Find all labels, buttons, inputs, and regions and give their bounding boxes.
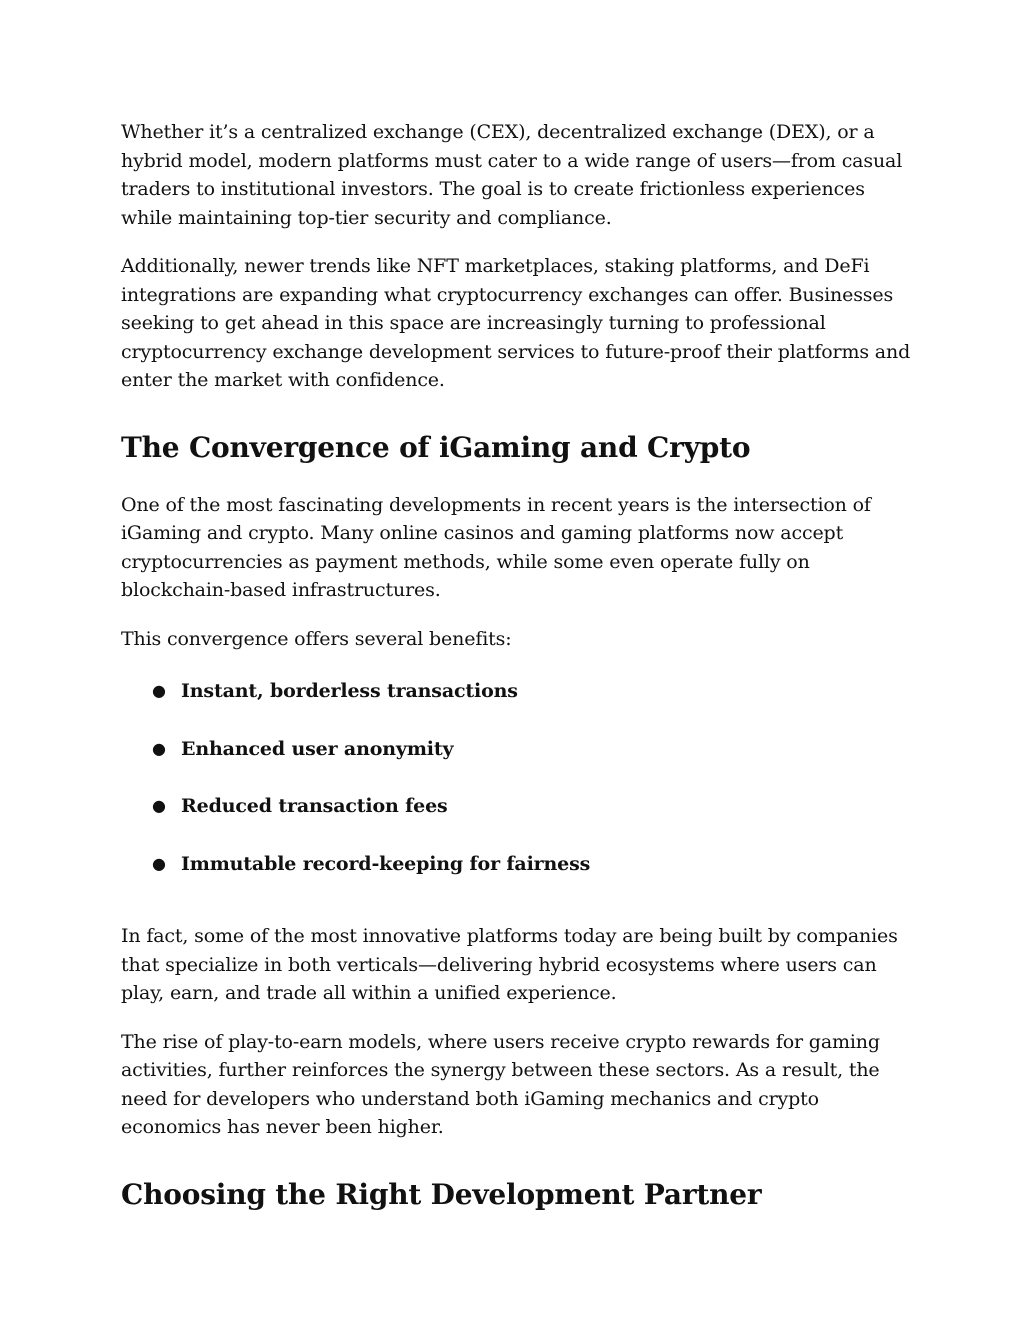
heading-development-partner: Choosing the Right Development Partner bbox=[121, 1177, 762, 1211]
bullet-icon: ● bbox=[152, 853, 166, 873]
bullet-icon: ● bbox=[152, 796, 166, 815]
benefits-list bbox=[121, 677, 911, 878]
list-item-text: Instant, borderless transactions bbox=[181, 680, 518, 702]
paragraph-play-to-earn: The rise of play-to-earn models, where users receive crypto rewards for gaming activities, further reinforces the synergy between these sectors. As a result, the need for developers who understand both iGaming mechanics and crypto economics has never been higher. bbox=[121, 1030, 880, 1138]
paragraph-innovative-platforms: In fact, some of the most innovative platforms today are being built by companies that specialize in both verticals—delivering hybrid ecosystems where users can play, earn, and trade all within a unified experience. bbox=[121, 925, 898, 1004]
list-item bbox=[121, 792, 911, 821]
heading-convergence: The Convergence of iGaming and Crypto bbox=[121, 430, 751, 464]
list-item bbox=[121, 850, 911, 879]
bullet-icon: ● bbox=[152, 738, 166, 758]
list-item-text: Enhanced user anonymity bbox=[181, 737, 454, 760]
paragraph-exchange-types: Whether it’s a centralized exchange (CEX), decentralized exchange (DEX), or a hybrid model, modern platforms must cater to a wide range of users—from casual traders to institutional investors. The goal is to create frictionless experiences while maintaining top-tier security and compliance. bbox=[121, 121, 903, 229]
paragraph-benefits-intro: This convergence offers several benefits: bbox=[121, 627, 512, 650]
list-item-text: Immutable record-keeping for fairness bbox=[181, 852, 591, 875]
bullet-icon: ● bbox=[152, 681, 166, 700]
list-item bbox=[121, 735, 911, 764]
document-page bbox=[121, 118, 911, 1238]
paragraph-intersection: One of the most fascinating developments in recent years is the intersection of iGaming and crypto. Many online casinos and gaming platforms now accept cryptocurrencies as payment methods, while some even operate fully on blockchain-based infrastructures. bbox=[121, 493, 871, 601]
list-item bbox=[121, 677, 911, 706]
list-item-text: Reduced transaction fees bbox=[181, 795, 448, 817]
paragraph-new-trends: Additionally, newer trends like NFT marketplaces, staking platforms, and DeFi integrations are expanding what cryptocurrency exchanges can offer. Businesses seeking to get ahead in this space are increasingly turning to professional cryptocurrency exchange development services to future-proof their platforms and enter the market with confidence. bbox=[121, 255, 911, 391]
